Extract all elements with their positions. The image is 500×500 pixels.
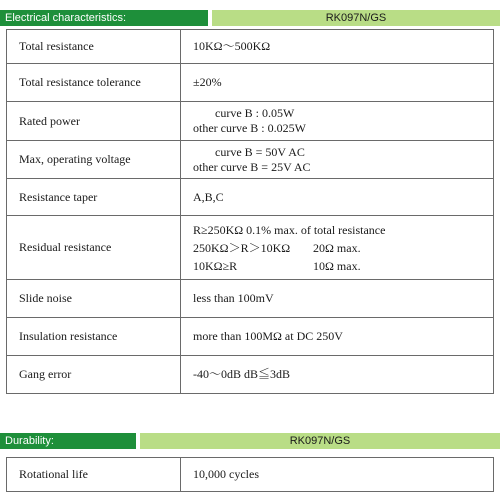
rated-power-line-1: curve B : 0.05W (215, 106, 295, 120)
residual-line-3 (193, 257, 493, 275)
table-row (7, 280, 494, 318)
row-label-rated-power: Rated power (7, 102, 181, 141)
table-row (7, 64, 494, 102)
table-row (7, 102, 494, 141)
residual-line-2-value: 20Ω max. (313, 240, 361, 255)
durability-spec-table (6, 457, 494, 492)
row-value-total-resistance: 10KΩ～500KΩ (181, 30, 494, 64)
row-label-gang-error: Gang error (7, 356, 181, 394)
table-row (7, 141, 494, 179)
row-label-insulation-resistance: Insulation resistance (7, 318, 181, 356)
durability-header-label: Durability: (0, 433, 136, 449)
electrical-spec-table (6, 29, 494, 394)
durability-section-header (0, 433, 500, 449)
max-voltage-line-2: other curve B = 25V AC (193, 159, 311, 174)
table-row (7, 318, 494, 356)
row-value-tolerance: ±20% (181, 64, 494, 102)
row-value-rotational-life: 10,000 cycles (181, 458, 494, 492)
residual-line-3-condition: 10KΩ≥R (193, 258, 238, 273)
table-row (7, 458, 494, 492)
electrical-header-label: Electrical characteristics: (0, 10, 208, 26)
row-label-slide-noise: Slide noise (7, 280, 181, 318)
row-label-residual-resistance: Residual resistance (7, 216, 181, 280)
row-value-slide-noise: less than 100mV (181, 280, 494, 318)
row-value-insulation-resistance: more than 100MΩ at DC 250V (181, 318, 494, 356)
electrical-header-model: RK097N/GS (212, 10, 500, 26)
row-label-resistance-taper: Resistance taper (7, 179, 181, 216)
table-row (7, 30, 494, 64)
residual-line-2 (193, 239, 493, 257)
residual-line-1: R≥250KΩ 0.1% max. of total resistance (193, 222, 386, 237)
table-row (7, 216, 494, 280)
row-value-residual-resistance (181, 216, 494, 280)
row-value-rated-power (181, 102, 494, 141)
max-voltage-line-1: curve B = 50V AC (215, 144, 305, 159)
durability-header-model: RK097N/GS (140, 433, 500, 449)
table-row (7, 356, 494, 394)
row-label-rotational-life: Rotational life (7, 458, 181, 492)
rated-power-line-2: other curve B : 0.025W (193, 121, 306, 135)
row-label-max-voltage: Max, operating voltage (7, 141, 181, 179)
table-row (7, 179, 494, 216)
row-value-resistance-taper: A,B,C (181, 179, 494, 216)
residual-line-2-condition: 250KΩ＞R＞10KΩ (193, 240, 291, 255)
residual-line-3-value: 10Ω max. (313, 258, 361, 273)
electrical-section-header (0, 10, 500, 26)
row-label-total-resistance: Total resistance (7, 30, 181, 64)
row-label-tolerance: Total resistance tolerance (7, 64, 181, 102)
row-value-gang-error: -40～0dB dB≦3dB (181, 356, 494, 394)
row-value-max-voltage (181, 141, 494, 179)
